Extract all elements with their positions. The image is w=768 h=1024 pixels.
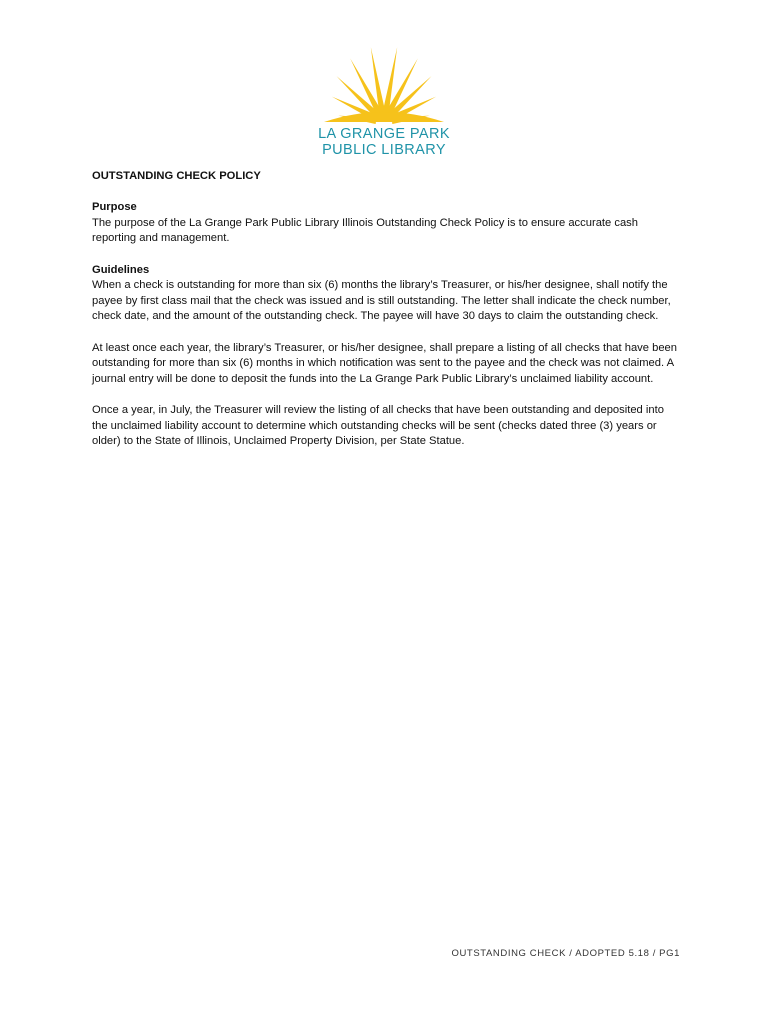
document-title: OUTSTANDING CHECK POLICY — [92, 170, 261, 182]
page-footer: OUTSTANDING CHECK / ADOPTED 5.18 / PG1 — [451, 948, 680, 959]
guidelines-heading: Guidelines — [92, 263, 150, 276]
policy-document — [92, 169, 682, 465]
guidelines-paragraph-1: When a check is outstanding for more than six (6) months the library’s Treasurer, or his/her designee, shall notify the payee by first class mail that the check was issued and is still outstanding. The letter shall indicate the check number, check date, and the amount of the outstanding check. The payee will have 30 days to claim the outstanding check. — [92, 279, 671, 323]
guidelines-paragraph-2: At least once each year, the library’s Treasurer, or his/her designee, shall prepare a listing of all checks that have been outstanding for more than six (6) months in which notification was sent to the payee and the check was not claimed. A journal entry will be done to deposit the funds into the La Grange Park Public Library’s unclaimed liability account. — [92, 341, 677, 385]
purpose-heading: Purpose — [92, 201, 137, 214]
sun-rays-icon — [316, 40, 452, 124]
library-logo — [316, 40, 452, 160]
logo-text-line1: LA GRANGE PARK — [318, 126, 450, 142]
guidelines-paragraph-3: Once a year, in July, the Treasurer will review the listing of all checks that have been outstanding and deposited into the unclaimed liability account to determine which outstanding checks will be sent (checks dated three (3) years or older) to the State of Illinois, Unclaimed Property Division, per State Statue. — [92, 403, 664, 448]
logo-text-line2: PUBLIC LIBRARY — [322, 142, 446, 158]
sun-arc — [324, 112, 444, 122]
purpose-paragraph: The purpose of the La Grange Park Public Library Illinois Outstanding Check Policy is to ensure accurate cash reporting and management. — [92, 216, 638, 245]
